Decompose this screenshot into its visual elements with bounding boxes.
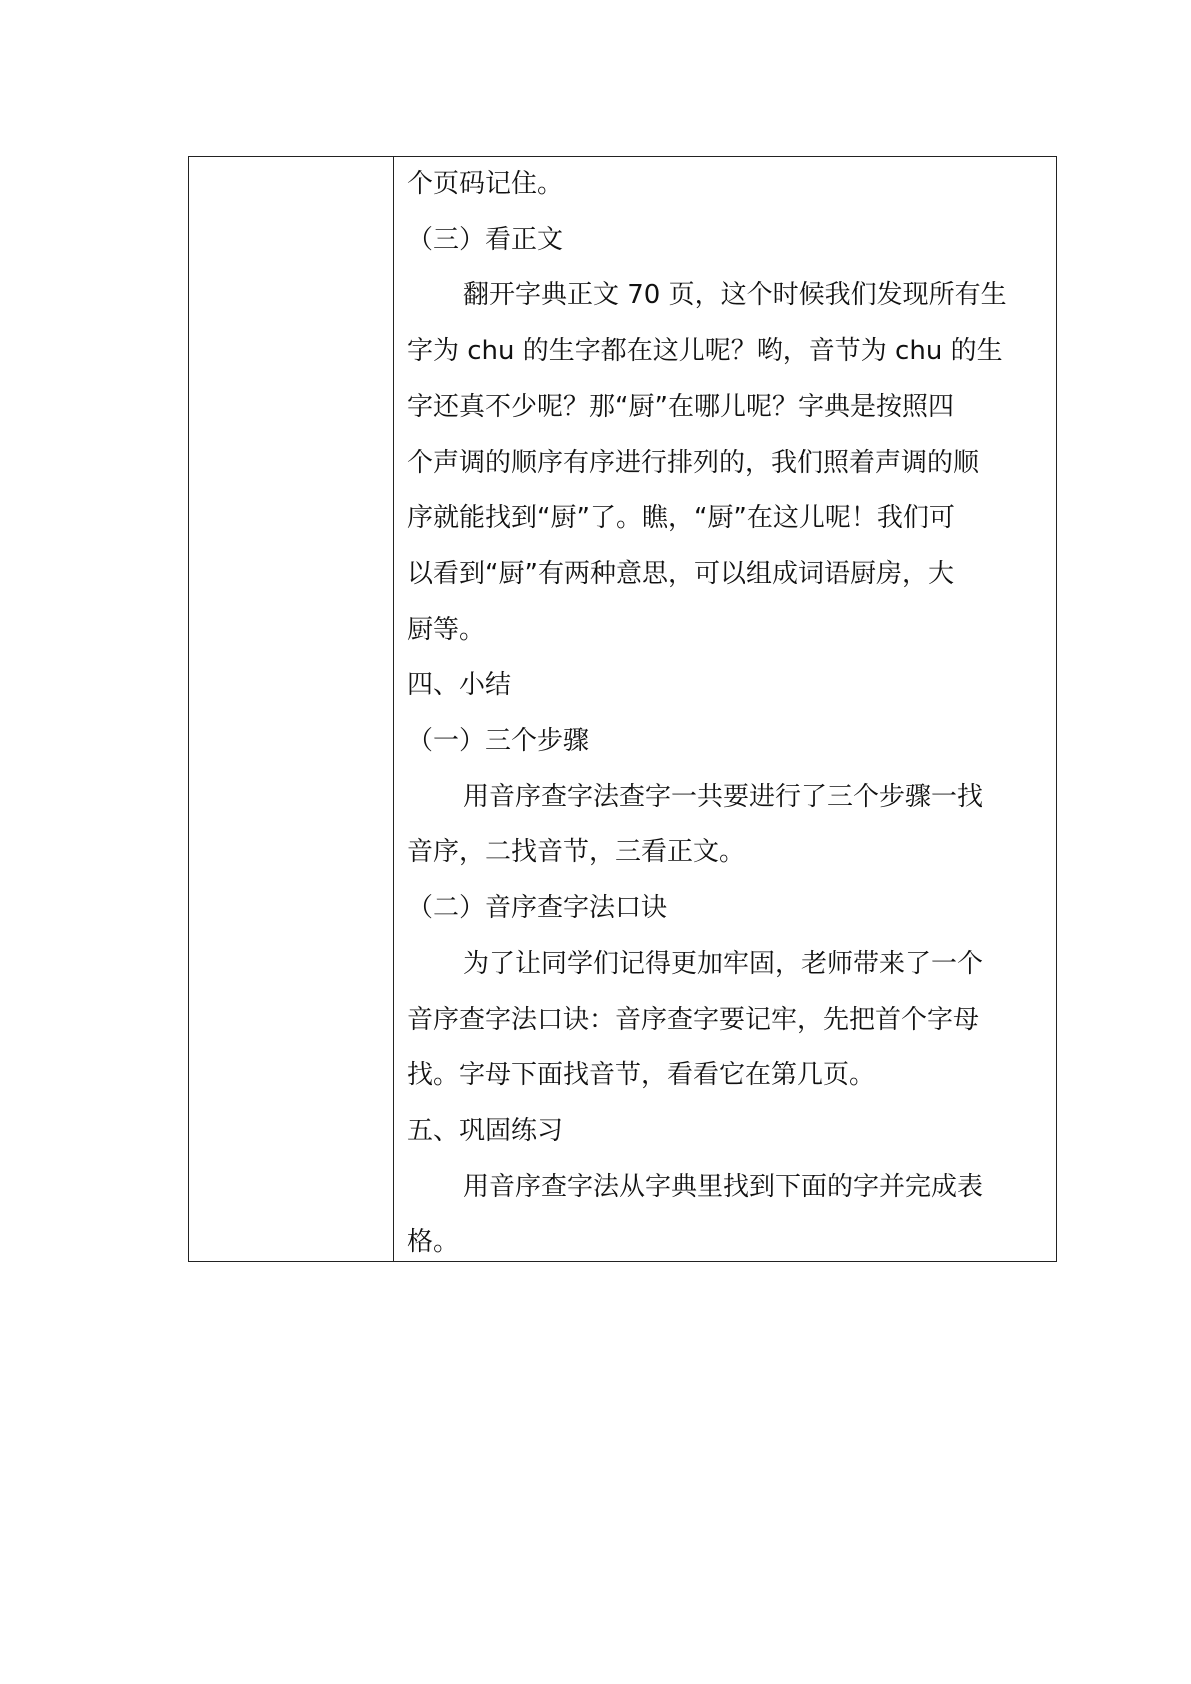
text-line: 翻开字典正文 70 页，这个时候我们发现所有生 [463,280,1007,311]
section-heading: （三）看正文 [407,224,564,255]
lesson-table [188,156,1057,1262]
text-line: 音序，二找音节，三看正文。 [407,837,746,868]
text-line: 个声调的顺序有序进行排列的，我们照着声调的顺 [407,447,980,478]
text-line: 用音序查字法查字一共要进行了三个步骤一找 [463,781,984,812]
text-line: 为了让同学们记得更加牢固，老师带来了一个 [463,948,984,979]
section-heading: （二）音序查字法口诀 [407,893,668,924]
text-line: 以看到“厨”有两种意思，可以组成词语厨房，大 [407,558,954,589]
text-line: 用音序查字法从字典里找到下面的字并完成表 [463,1171,984,1202]
text-line: 字还真不少呢？那“厨”在哪儿呢？字典是按照四 [407,391,954,422]
text-line: 音序查字法口诀：音序查字要记牢，先把首个字母 [407,1004,980,1035]
text-line: 格。 [407,1227,460,1258]
text-line: 找。字母下面找音节，看看它在第几页。 [407,1060,876,1091]
section-heading: 五、巩固练习 [407,1115,564,1146]
text-line: 厨等。 [407,614,486,645]
table-left-cell [189,157,394,1261]
section-heading: 四、小结 [407,670,512,701]
table-right-cell [394,157,1056,1261]
text-line: 个页码记住。 [407,169,564,199]
text-line: 序就能找到“厨”了。瞧，“厨”在这儿呢！我们可 [407,503,955,534]
text-line: 字为 chu 的生字都在这儿呢？哟，音节为 chu 的生 [407,336,1003,367]
section-heading: （一）三个步骤 [407,726,590,757]
